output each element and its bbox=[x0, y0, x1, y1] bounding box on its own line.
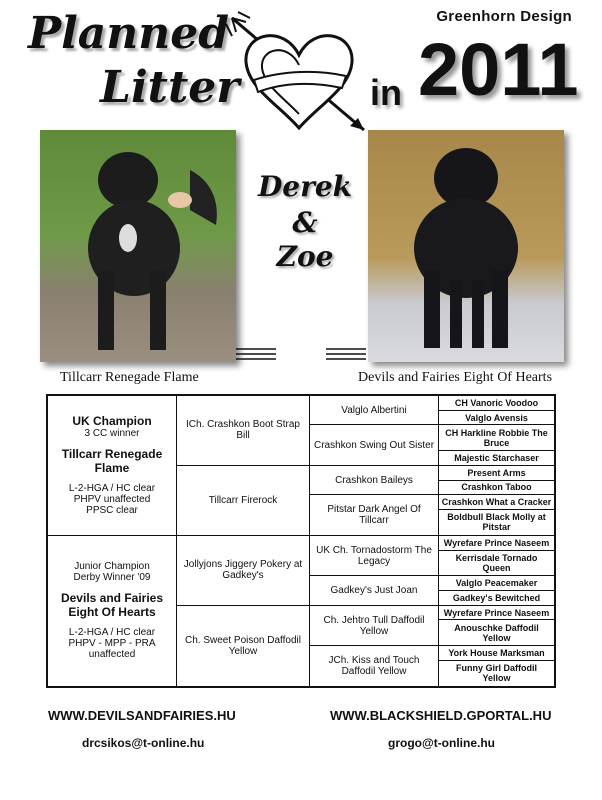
title-planned: Planned bbox=[28, 8, 230, 59]
gen3-1: Valglo Albertini bbox=[310, 395, 439, 425]
sire-photo bbox=[40, 130, 236, 362]
gen4-5: Present Arms bbox=[439, 465, 556, 480]
gen4-15: York House Marksman bbox=[439, 646, 556, 661]
title-litter: Litter bbox=[100, 62, 240, 113]
gen4-13: Wyrefare Prince Naseem bbox=[439, 605, 556, 620]
website-link-right[interactable]: WWW.BLACKSHIELD.GPORTAL.HU bbox=[330, 708, 552, 723]
gen3-4: Pitstar Dark Angel Of Tillcarr bbox=[310, 495, 439, 536]
dam-name: Devils and Fairies Eight Of Hearts bbox=[60, 591, 164, 620]
deco-lines-left bbox=[236, 346, 276, 362]
website-link-left[interactable]: WWW.DEVILSANDFAIRIES.HU bbox=[48, 708, 236, 723]
sire-health-2: PHPV unaffected bbox=[73, 494, 151, 506]
dam-title-1: Junior Champion bbox=[74, 561, 150, 573]
gen2-dam-sire: Jollyjons Jiggery Pokery at Gadkey's bbox=[177, 535, 310, 605]
sire-subtitle: 3 CC winner bbox=[84, 428, 140, 440]
name-derek: Derek bbox=[257, 170, 353, 203]
name-zoe: Zoe bbox=[276, 240, 334, 273]
email-link-left[interactable]: drcsikos@t-online.hu bbox=[82, 736, 205, 750]
gen4-1: CH Vanoric Voodoo bbox=[439, 395, 556, 410]
dam-title-2: Derby Winner '09 bbox=[73, 572, 151, 584]
sire-health-1: L-2-HGA / HC clear bbox=[68, 483, 156, 495]
gen2-sire-sire: ICh. Crashkon Boot Strap Bill bbox=[177, 395, 310, 465]
heart-arrow-icon bbox=[224, 10, 374, 140]
gen4-10: Kerrisdale Tornado Queen bbox=[439, 550, 556, 576]
email-link-right[interactable]: grogo@t-online.hu bbox=[388, 736, 496, 750]
gen2-dam-dam: Ch. Sweet Poison Daffodil Yellow bbox=[177, 605, 310, 687]
gen4-2: Valglo Avensis bbox=[439, 410, 556, 425]
in-word: in bbox=[370, 72, 402, 113]
sire-name: Tillcarr Renegade Flame bbox=[61, 447, 163, 476]
brand-label: Greenhorn Design bbox=[436, 8, 572, 25]
dam-health-2: PHPV - MPP - PRA bbox=[68, 638, 156, 650]
deco-lines-right bbox=[326, 346, 366, 362]
gen4-3: CH Harkline Robbie The Bruce bbox=[439, 425, 556, 451]
sire-title: UK Champion bbox=[72, 414, 152, 429]
gen4-4: Majestic Starchaser bbox=[439, 451, 556, 466]
gen4-16: Funny Girl Daffodil Yellow bbox=[439, 660, 556, 687]
dam-health-1: L-2-HGA / HC clear bbox=[68, 627, 156, 639]
gen3-7: Ch. Jehtro Tull Daffodil Yellow bbox=[310, 605, 439, 646]
gen3-2: Crashkon Swing Out Sister bbox=[310, 425, 439, 466]
pedigree-table bbox=[46, 394, 556, 688]
caption-sire: Tillcarr Renegade Flame bbox=[60, 370, 199, 385]
gen3-6: Gadkey's Just Joan bbox=[310, 576, 439, 605]
dog-silhouette-icon bbox=[40, 130, 236, 362]
gen4-8: Boldbull Black Molly at Pitstar bbox=[439, 509, 556, 535]
gen3-5: UK Ch. Tornadostorm The Legacy bbox=[310, 535, 439, 576]
sire-health-3: PPSC clear bbox=[86, 505, 138, 517]
gen4-7: Crashkon What a Cracker bbox=[439, 495, 556, 510]
name-amp: & bbox=[292, 206, 318, 239]
gen4-11: Valglo Peacemaker bbox=[439, 576, 556, 591]
dam-health-3: unaffected bbox=[88, 649, 136, 661]
caption-dam: Devils and Fairies Eight Of Hearts bbox=[358, 370, 553, 385]
gen3-3: Crashkon Baileys bbox=[310, 465, 439, 494]
year-label: 2011 bbox=[418, 28, 579, 111]
dam-photo bbox=[368, 130, 564, 362]
sire-cell bbox=[47, 395, 177, 535]
dam-cell bbox=[47, 535, 177, 687]
gen4-14: Anouschke Daffodil Yellow bbox=[439, 620, 556, 646]
gen4-6: Crashkon Taboo bbox=[439, 480, 556, 495]
gen4-9: Wyrefare Prince Naseem bbox=[439, 535, 556, 550]
dog-silhouette-icon bbox=[368, 130, 564, 362]
gen3-8: JCh. Kiss and Touch Daffodil Yellow bbox=[310, 646, 439, 687]
gen2-sire-dam: Tillcarr Firerock bbox=[177, 465, 310, 535]
gen4-12: Gadkey's Bewitched bbox=[439, 591, 556, 606]
